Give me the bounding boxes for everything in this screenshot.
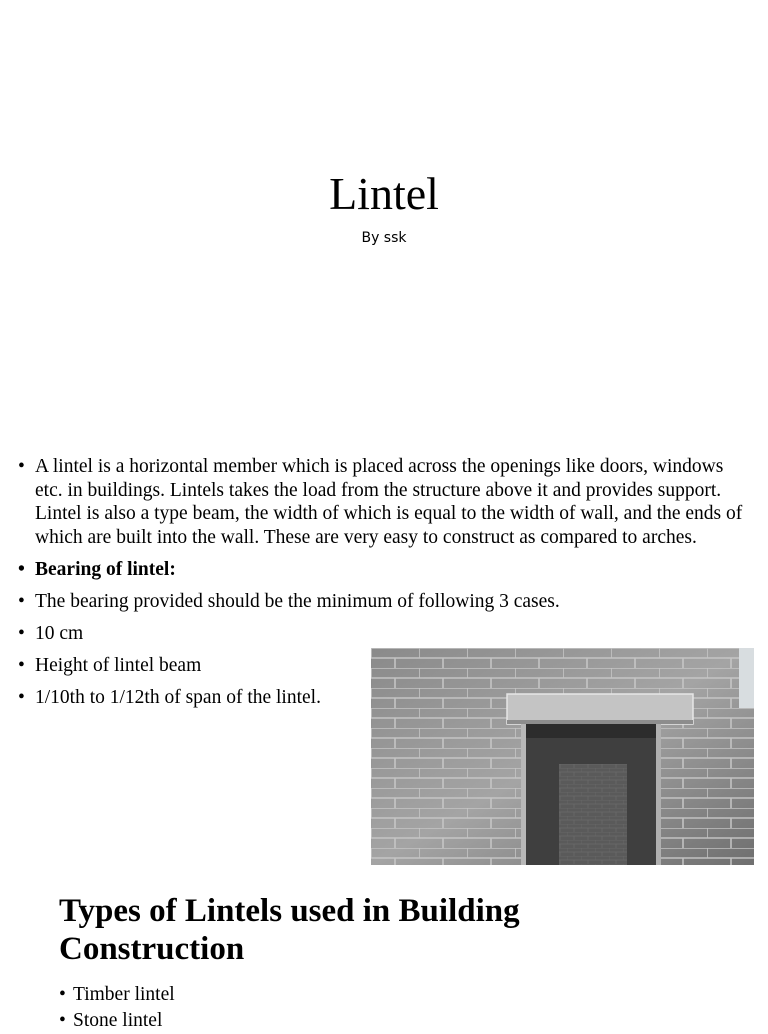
bullet-text: Height of lintel beam (35, 654, 202, 676)
section-heading: Types of Lintels used in Building Construction (59, 893, 520, 967)
bullet-icon: • (18, 622, 25, 644)
bullet-text: Bearing of lintel: (35, 558, 176, 580)
bullet-text: A lintel is a horizontal member which is placed across the openings like doors, windows etc. in buildings. Lintels takes the load from the structure above it and provides support. Lintel is also a type beam, the width of which is equal to the width of wall, and the ends of which are built into the wall. These are very easy to construct as compared to arches. (35, 456, 743, 548)
bullet-text: The bearing provided should be the minimum of following 3 cases. (35, 590, 560, 612)
bullet-icon: • (59, 1010, 66, 1031)
bullet-text: 10 cm (35, 622, 84, 644)
slide-subtitle: By ssk (361, 230, 407, 246)
list-item (18, 622, 755, 646)
bullet-icon: • (18, 654, 25, 676)
list-item (18, 558, 755, 582)
list-item (59, 1008, 175, 1034)
lintel-photo (371, 648, 754, 865)
lintel-types-list (59, 982, 175, 1034)
slide-title: Lintel (329, 168, 439, 219)
type-item-text: Timber lintel (73, 984, 175, 1005)
list-item (18, 590, 755, 614)
bullet-icon: • (18, 590, 25, 612)
bullet-icon: • (18, 686, 25, 708)
list-item (59, 982, 175, 1008)
bullet-text: 1/10th to 1/12th of span of the lintel. (35, 686, 321, 708)
bullet-icon: • (59, 984, 66, 1005)
bullet-icon: • (18, 456, 25, 477)
type-item-text: Stone lintel (73, 1010, 163, 1031)
list-item (18, 455, 755, 549)
bullet-icon: • (18, 558, 25, 580)
